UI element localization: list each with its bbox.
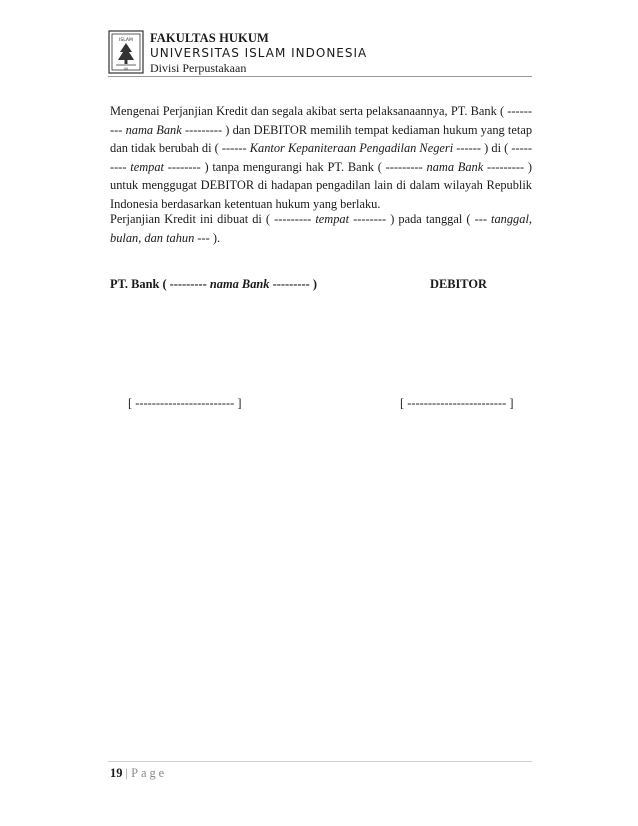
placeholder-text: tanggal, bulan, dan tahun: [110, 212, 532, 245]
bank-label-prefix: PT. Bank ( ---------: [110, 277, 210, 291]
paragraph-signing-place: [110, 210, 532, 247]
footer-divider: [108, 761, 532, 762]
signature-heading-debitor: DEBITOR: [430, 277, 487, 291]
page-label: Page: [131, 766, 168, 780]
svg-text:ISLAM: ISLAM: [119, 38, 133, 43]
university-seal-icon: [108, 30, 144, 74]
paragraph-text: --- ).: [194, 230, 221, 245]
bank-name-placeholder: nama Bank: [209, 277, 270, 291]
paragraph-text: Perjanjian Kredit ini dibuat di ( ---------: [110, 212, 316, 226]
paragraph-text: -------- ) pada tanggal ( ---: [349, 212, 492, 226]
footer-separator: |: [125, 766, 128, 780]
institution-header: [150, 31, 367, 76]
bank-label-suffix: --------- ): [269, 277, 317, 291]
paragraph-domicile-clause: [110, 102, 532, 214]
division-name: Divisi Perpustakaan: [150, 61, 247, 75]
signature-blank-bank: [ ------------------------ ]: [128, 396, 242, 410]
paragraph-text: Mengenai Perjanjian Kredit dan segala akibat serta pelaksanaannya, PT. Bank ( ---------: [110, 104, 532, 137]
placeholder-text: nama Bank: [125, 122, 182, 137]
page-number: 19: [110, 766, 123, 780]
placeholder-text: Kantor Kepaniteraan Pengadilan Negeri: [249, 141, 454, 156]
paragraph-text: ------ ) di ( ---------: [110, 141, 532, 174]
placeholder-text: nama Bank: [426, 159, 484, 174]
university-name: UNIVERSITAS ISLAM INDONESIA: [150, 46, 368, 60]
header-divider: [108, 76, 532, 77]
signature-heading-bank: [110, 277, 317, 292]
page-footer: [110, 766, 167, 781]
faculty-name: FAKULTAS HUKUM: [150, 31, 269, 45]
paragraph-text: --------- ) untuk menggugat DEBITOR di hadapan pengadilan lain di dalam wilayah Republik Indonesia berdasarkan ketentuan hukum yang berlaku.: [110, 159, 532, 211]
placeholder-text: tempat: [130, 159, 164, 174]
paragraph-text: --------- ) dan DEBITOR memilih tempat kediaman hukum yang tetap dan tidak berubah di ( ------: [110, 122, 533, 156]
paragraph-text: -------- ) tanpa mengurangi hak PT. Bank ( ---------: [163, 159, 427, 174]
placeholder-text: tempat: [315, 212, 350, 226]
svg-text:UII: UII: [123, 67, 129, 71]
signature-blank-debitor: [ ------------------------ ]: [400, 396, 514, 410]
